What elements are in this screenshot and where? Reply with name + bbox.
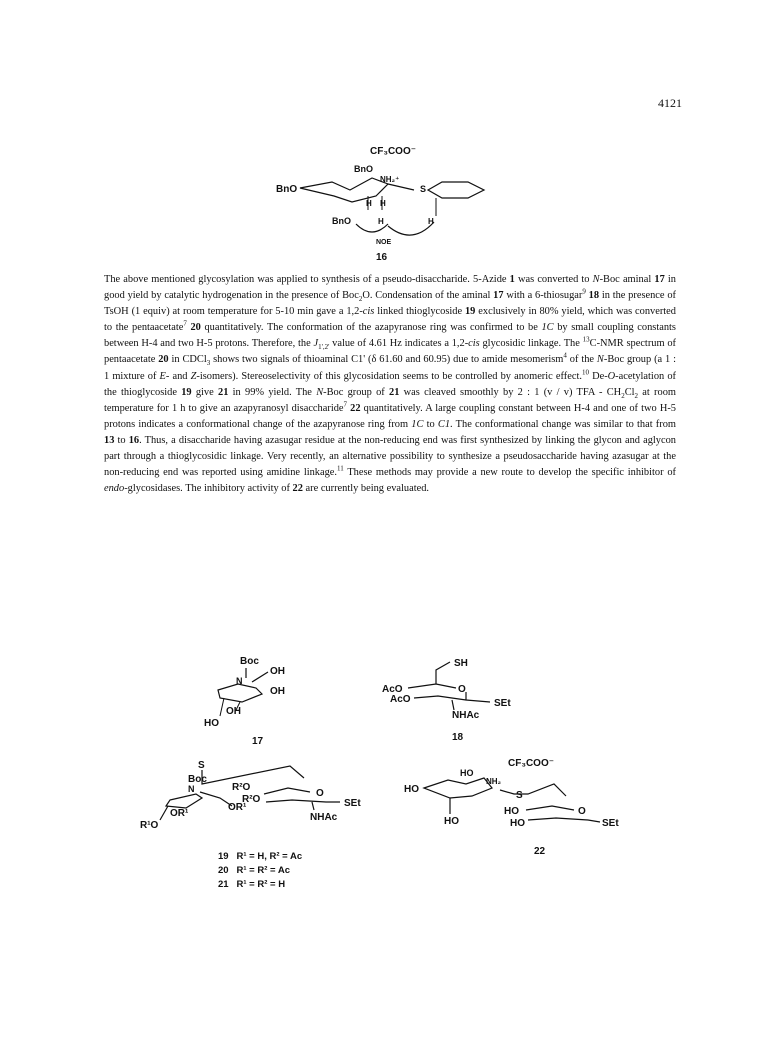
noe-label: NOE xyxy=(376,239,392,246)
o-18: O xyxy=(458,684,466,695)
structure-17-drawing xyxy=(196,654,306,729)
structure-18 xyxy=(382,656,522,720)
compound-label-17: 17 xyxy=(252,736,264,747)
bno-top-16: BnO xyxy=(354,164,373,174)
legend-row-20 xyxy=(218,864,302,878)
boc-19: Boc xyxy=(188,774,207,785)
sh-18: SH xyxy=(454,658,468,669)
s-19: S xyxy=(198,760,205,771)
h-label: H xyxy=(366,199,372,208)
legend-row-19 xyxy=(218,850,302,864)
ho-22d: HO xyxy=(510,818,525,829)
page-number: 4121 xyxy=(658,96,682,110)
bno-left-16: BnO xyxy=(276,184,298,195)
ho-17: HO xyxy=(204,718,219,729)
compound-label-18: 18 xyxy=(452,732,464,743)
body-paragraph: The above mentioned glycosylation was applied to synthesis of a pseudo-disaccharide. 5-Azide 1 was converted to N-Boc aminal 17 in good yield by catalytic hydrogenation in the presence of Boc$_2$O. Condensation of the aminal 17 with a 6-thiosugar$^9$ 18 in the presence of TsOH (1 equiv) at room temperature for 5-10 min gave a 1,2-cis linked thioglycoside 19 exclusively in 80% yield, which was converted to the pentaacetate$^7$ 20 quantitatively. The conformation of the azapyranose ring was confirmed to be 1C by small coupling constants between H-4 and two H-5 protons. Therefore, the $J_{1',2'}$ value of 4.61 Hz indicates a 1,2-cis glycosidic linkage. The $^{13}$C-NMR spectrum of pentaacetate 20 in CDCl$_3$ shows two signals of thioaminal C1' (δ 61.60 and 60.95) due to amide mesomerism$^4$ of the N-Boc group (a 1 : 1 mixture of E- and Z-isomers). Stereoselectivity of this glycosidation seems to be controlled by anomeric effect.$^{10}$ De-O-acetylation of the thioglycoside 19 give 21 in 99% yield. The N-Boc group of 21 was cleaved smoothly by 2 : 1 (v / v) TFA - $CH_2Cl_2$ at room temperature for 1 h to give an azapyranosyl disaccharide$^7$ 22 quantitatively. A large coupling constant between H-4 and one of two H-5 protons indicates a conformational change of the azapyranose ring from 1C to C1. The conformational change was similar to that from 13 to 16. Thus, a disaccharide having azasugar residue at the non-reducing end was first synthesized by linking the glycon and aglycon part through a thioglycosidic linkage. Very recently, an alternative possibility to synthesize a pseudosaccharide having azasugar at the non-reducing end was reported using amidine linkage.$^{11}$ These methods may provide a new route to develop the specific inhibitor of endo-glycosidases. The inhibitory activity of 22 are currently being evaluated. xyxy=(104,274,677,495)
nh2-22: NH₂ xyxy=(486,777,502,786)
compound-label-16: 16 xyxy=(376,252,388,263)
aco-18b: AcO xyxy=(390,694,411,705)
set-19: SEt xyxy=(344,798,361,809)
or1-19b: OR¹ xyxy=(170,808,189,819)
ho-22c: HO xyxy=(504,806,519,817)
structure-19-21-drawing xyxy=(140,758,370,838)
h-label: H xyxy=(428,217,434,226)
nhac-18: NHAc xyxy=(452,710,480,721)
nh2-16: NH₂⁺ xyxy=(380,175,400,184)
legend-def: R¹ = R² = Ac xyxy=(236,865,290,876)
set-22: SEt xyxy=(602,818,619,829)
oh-17c: OH xyxy=(226,706,241,717)
structure-22-drawing xyxy=(396,754,636,844)
o-19: O xyxy=(316,788,324,799)
n-17: N xyxy=(236,676,243,686)
oh-17a: OH xyxy=(270,666,285,677)
structure-19-21 xyxy=(140,758,370,838)
legend-num: 21 xyxy=(218,879,229,890)
bno-bottom-16: BnO xyxy=(332,216,351,226)
set-18: SEt xyxy=(494,698,511,709)
counterion-16: CF₃COO⁻ xyxy=(370,146,417,157)
legend-num: 19 xyxy=(218,851,229,862)
legend-row-21 xyxy=(218,878,302,892)
r1o-19: R¹O xyxy=(140,820,159,831)
ho-22b: HO xyxy=(404,784,419,795)
h-label: H xyxy=(378,217,384,226)
compound-label-22: 22 xyxy=(534,846,546,857)
n-19: N xyxy=(188,784,195,794)
sulfur-16: S xyxy=(420,184,427,194)
or1-19a: OR¹ xyxy=(228,802,247,813)
r-group-legend xyxy=(218,850,302,892)
legend-def: R¹ = H, R² = Ac xyxy=(236,851,303,862)
structure-22 xyxy=(396,754,636,844)
legend-num: 20 xyxy=(218,865,229,876)
structure-17 xyxy=(196,654,306,729)
aco-18a: AcO xyxy=(382,684,403,695)
ho-22e: HO xyxy=(444,816,459,827)
o-22: O xyxy=(578,806,586,817)
nhac-19: NHAc xyxy=(310,812,338,823)
s-22: S xyxy=(516,790,523,801)
structure-16-drawing xyxy=(272,140,492,245)
counterion-22: CF₃COO⁻ xyxy=(508,758,555,769)
structure-18-drawing xyxy=(382,656,522,720)
structure-16 xyxy=(272,140,492,245)
r2o-19b: R²O xyxy=(242,794,261,805)
oh-17b: OH xyxy=(270,686,285,697)
boc-17: Boc xyxy=(240,656,259,667)
r2o-19a: R²O xyxy=(232,782,251,793)
legend-def: R¹ = R² = H xyxy=(236,879,286,890)
h-label: H xyxy=(380,199,386,208)
ho-22a: HO xyxy=(460,768,474,778)
